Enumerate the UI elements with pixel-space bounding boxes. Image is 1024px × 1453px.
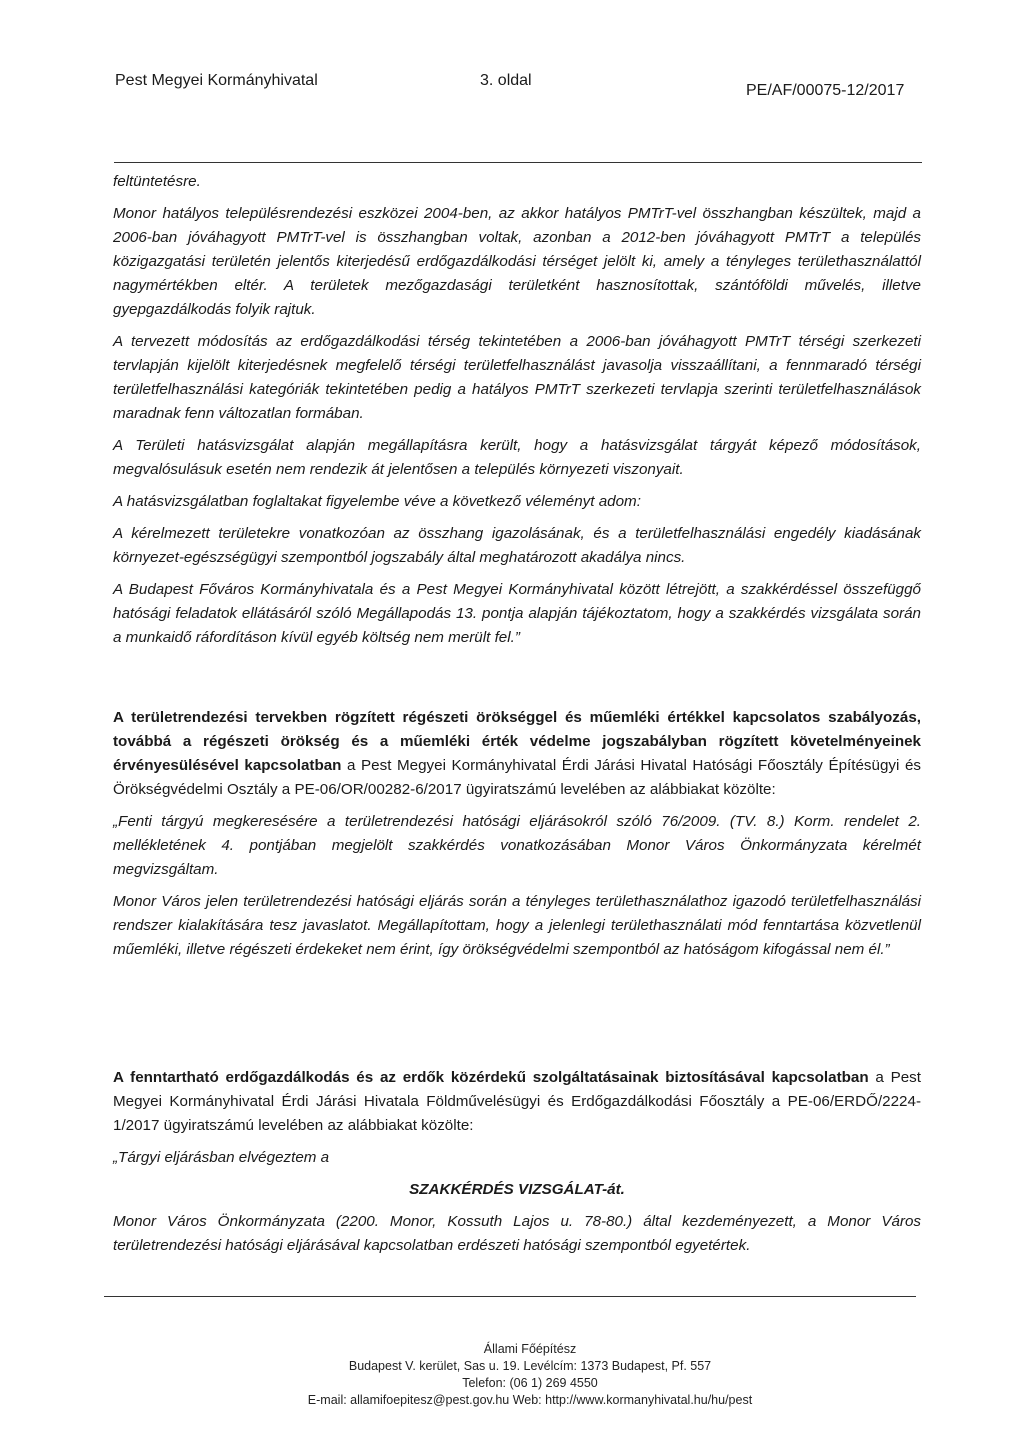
section-heritage — [113, 706, 921, 970]
paragraph: feltüntetésre. — [113, 173, 201, 190]
footer — [250, 1341, 810, 1409]
paragraph: A hatásvizsgálatban foglaltakat figyelembe véve a következő véleményt adom: — [113, 493, 641, 510]
section-forestry — [113, 1066, 921, 1266]
centered-heading: SZAKKÉRDÉS VIZSGÁLAT-át. — [409, 1181, 625, 1198]
quoted-paragraph: Monor Város jelen területrendezési hatósági eljárás során a tényleges területhasználathoz igazodó területfelhasználási rendszer kialakítására tesz javaslatot. Megállapítottam, hogy a jelenlegi területhasználati mód fenntartása közvetlenül műemléki, illetve régészeti érdekeket nem érint, így örökségvédelmi szempontból az hatóságom kifogással nem él.” — [113, 893, 921, 958]
paragraph: A Területi hatásvizsgálat alapján megállapításra került, hogy a hatásvizsgálat tárgyát képező módosítások, megvalósulásuk esetén nem rendezik át jelentősen a település környezeti viszonyait. — [113, 437, 921, 478]
section-intro-bold: A fenntartható erdőgazdálkodás és az erdők közérdekű szolgáltatásainak biztosításával kapcsolatban — [113, 1069, 869, 1086]
paragraph: Monor hatályos településrendezési eszközei 2004-ben, az akkor hatályos PMTrT-vel összhangban készültek, majd a 2006-ban jóváhagyott PMTrT-vel is összhangban voltak, azonban a 2012-ben jóváhagyott PMTrT a település közigazgatási területén jelentős kiterjedésű erdőgazdálkodási térséget jelölt ki, amely a tényleges területhasználattól nagymértékben eltér. A területek mezőgazdasági területként hasznosítottak, szántóföldi művelés, illetve gyepgazdálkodás folyik rajtuk. — [113, 205, 921, 318]
footer-address: Budapest V. kerület, Sas u. 19. Levélcím: 1373 Budapest, Pf. 557 — [348, 1359, 712, 1373]
footer-phone: Telefon: (06 1) 269 4550 — [462, 1376, 598, 1390]
quoted-paragraph: Monor Város Önkormányzata (2200. Monor, Kossuth Lajos u. 78-80.) által kezdeményezett, a Monor Város területrendezési hatósági eljárásával kapcsolatban erdészeti hatósági szempontból egyetértek. — [113, 1213, 921, 1254]
quoted-paragraph: „Tárgyi eljárásban elvégeztem a — [113, 1149, 330, 1166]
paragraph: A kérelmezett területekre vonatkozóan az összhang igazolásának, és a területfelhasználási engedély kiadásának környezet-egészségügyi szempontból jogszabály által meghatározott akadálya nincs. — [113, 525, 921, 566]
section-intro-rest: a Pest Megyei Kormányhivatal Érdi Járási Hivatal Hatósági Főosztály Építésügyi és Örökségvédelmi Osztály a PE-06/OR/00282-6/2017 ügyiratszámú levelében az alábbiakat közölte: — [113, 757, 921, 798]
footer-contact: E-mail: allamifoepitesz@pest.gov.hu Web: http://www.kormanyhivatal.hu/hu/pest — [307, 1393, 753, 1407]
section-intro — [113, 1066, 921, 1138]
section-intro — [113, 706, 921, 802]
quoted-paragraph: „Fenti tárgyú megkeresésére a területrendezési hatósági eljárásokról szóló 76/2009. (TV. 8.) Korm. rendelet 2. mellékletének 4. pontjában megjelölt szakkérdés vonatkozásában Monor Város Önkormányzata kérelmét megvizsgáltam. — [113, 813, 921, 878]
paragraph: A Budapest Főváros Kormányhivatala és a Pest Megyei Kormányhivatal között létrejött, a szakkérdéssel összefüggő hatósági feladatok ellátásáról szóló Megállapodás 13. pontja alapján tájékoztatom, hogy a szakkérdés vizsgálata során a munkaidő ráfordításon kívül egyéb költség nem merült fel.” — [113, 581, 921, 646]
header-office: Pest Megyei Kormányhivatal — [115, 72, 318, 89]
header-page-number: 3. oldal — [480, 72, 532, 89]
section-spatial-opinion — [113, 170, 921, 658]
section-intro-rest: a Pest Megyei Kormányhivatal Érdi Járási Hivatala Földművelésügyi és Erdőgazdálkodási Főosztály a PE-06/ERDŐ/2224-1/2017 ügyiratszámú levelében az alábbiakat közölte: — [113, 1069, 921, 1134]
footer-divider — [104, 1296, 916, 1297]
section-intro-bold: A területrendezési tervekben rögzített régészeti örökséggel és műemléki értékkel kapcsolatos szabályozás, továbbá a régészeti örökség és a műemléki érték védelme jogszabályban rögzített követelményeinek érvényesülésével kapcsolatban — [113, 709, 921, 774]
footer-title: Állami Főépítész — [483, 1342, 577, 1356]
paragraph: A tervezett módosítás az erdőgazdálkodási térség tekintetében a 2006-ban jóváhagyott PMTrT térségi szerkezeti tervlapján kijelölt kiterjedésnek megfelelő térségi területfelhasználást javasolja visszaállítani, a fennmaradó térségi területfelhasználási kategóriák tekintetében pedig a hatályos PMTrT szerkezeti tervlapja szerinti területfelhasználások maradnak fenn változatlan formában. — [113, 333, 921, 422]
header-divider — [114, 162, 922, 163]
header-reference: PE/AF/00075-12/2017 — [746, 82, 905, 99]
